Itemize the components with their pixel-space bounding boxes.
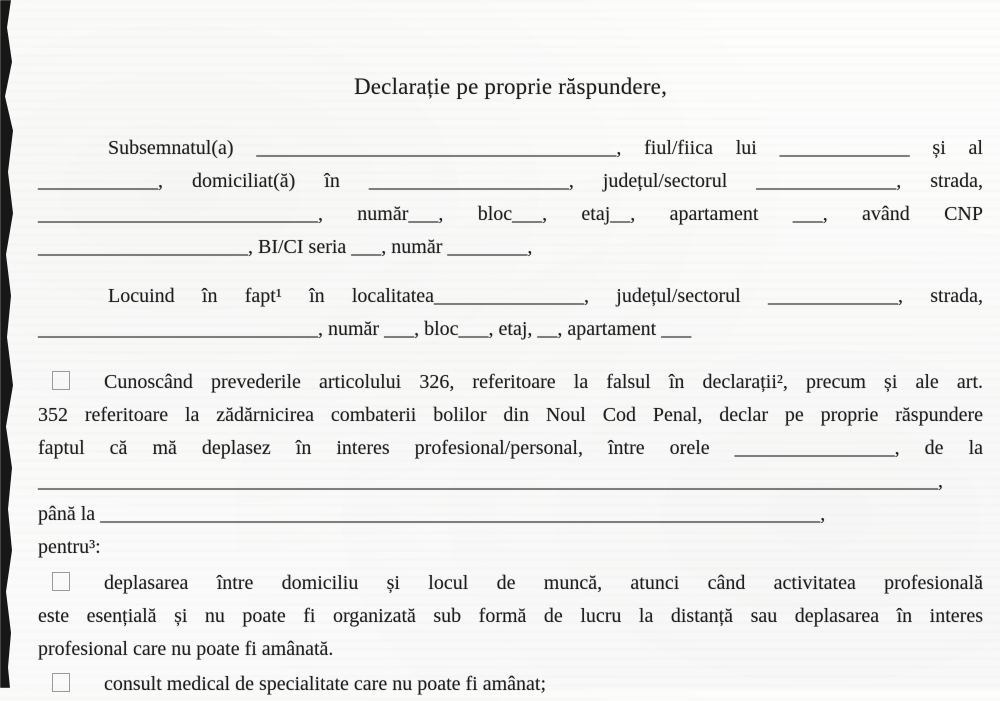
form-line: __________________________________________________________________________________________, [38, 470, 943, 492]
form-line: este esențială și nu poate fi organizată sub formă de lucru la distanță sau deplasarea în interes [38, 605, 983, 627]
form-line: profesional care nu poate fi amânată. [38, 638, 334, 660]
option-work-commute-checkbox [52, 572, 70, 591]
paragraph-residence [38, 280, 983, 346]
declaration-checkbox [52, 371, 70, 390]
form-line [38, 668, 983, 701]
form-line-text: Cunoscând prevederile articolului 326, referitoare la falsul în declarații², precum și ale art. [104, 371, 983, 393]
form-line: până la ________________________________________________________________________, [38, 503, 826, 525]
form-line [38, 567, 983, 600]
form-line-text: consult medical de specialitate care nu poate fi amânat; [104, 673, 547, 695]
option-medical-consult-checkbox [52, 673, 70, 692]
scanned-document-page [38, 0, 983, 701]
form-line [38, 366, 983, 399]
paragraph-identity [38, 132, 983, 264]
form-line: ____________________________, număr ___, bloc___, etaj, __, apartament ___ [38, 318, 692, 340]
form-line: _____________________, BI/CI seria ___, număr ________, [38, 236, 533, 258]
form-line: ____________, domiciliat(ă) în ____________________, județul/sectorul ______________, strada, [38, 170, 983, 192]
form-line: ____________________________, număr___, bloc___, etaj__, apartament ___, având CNP [38, 203, 983, 225]
paragraph-option-work-commute [38, 567, 983, 666]
form-line-text: deplasarea între domiciliu și locul de muncă, atunci când activitatea profesională [104, 572, 983, 594]
form-line: 352 referitoare la zădărnicirea combaterii bolilor din Noul Cod Penal, declar pe proprie răspundere [38, 404, 983, 426]
scan-edge-artifact [0, 0, 16, 688]
form-line: pentru³: [38, 536, 101, 558]
document-title: Declarație pe proprie răspundere, [353, 74, 668, 99]
paragraph-declaration [38, 366, 983, 564]
form-line: Locuind în fapt¹ în localitatea_______________, județul/sectorul _____________, strada, [108, 285, 983, 307]
form-line: faptul că mă deplasez în interes profesional/personal, între orele ________________, de la [38, 437, 983, 459]
paragraph-option-medical-consult [38, 668, 983, 701]
form-line: Subsemnatul(a) ____________________________________, fiul/fiica lui _____________ și al [108, 137, 983, 159]
